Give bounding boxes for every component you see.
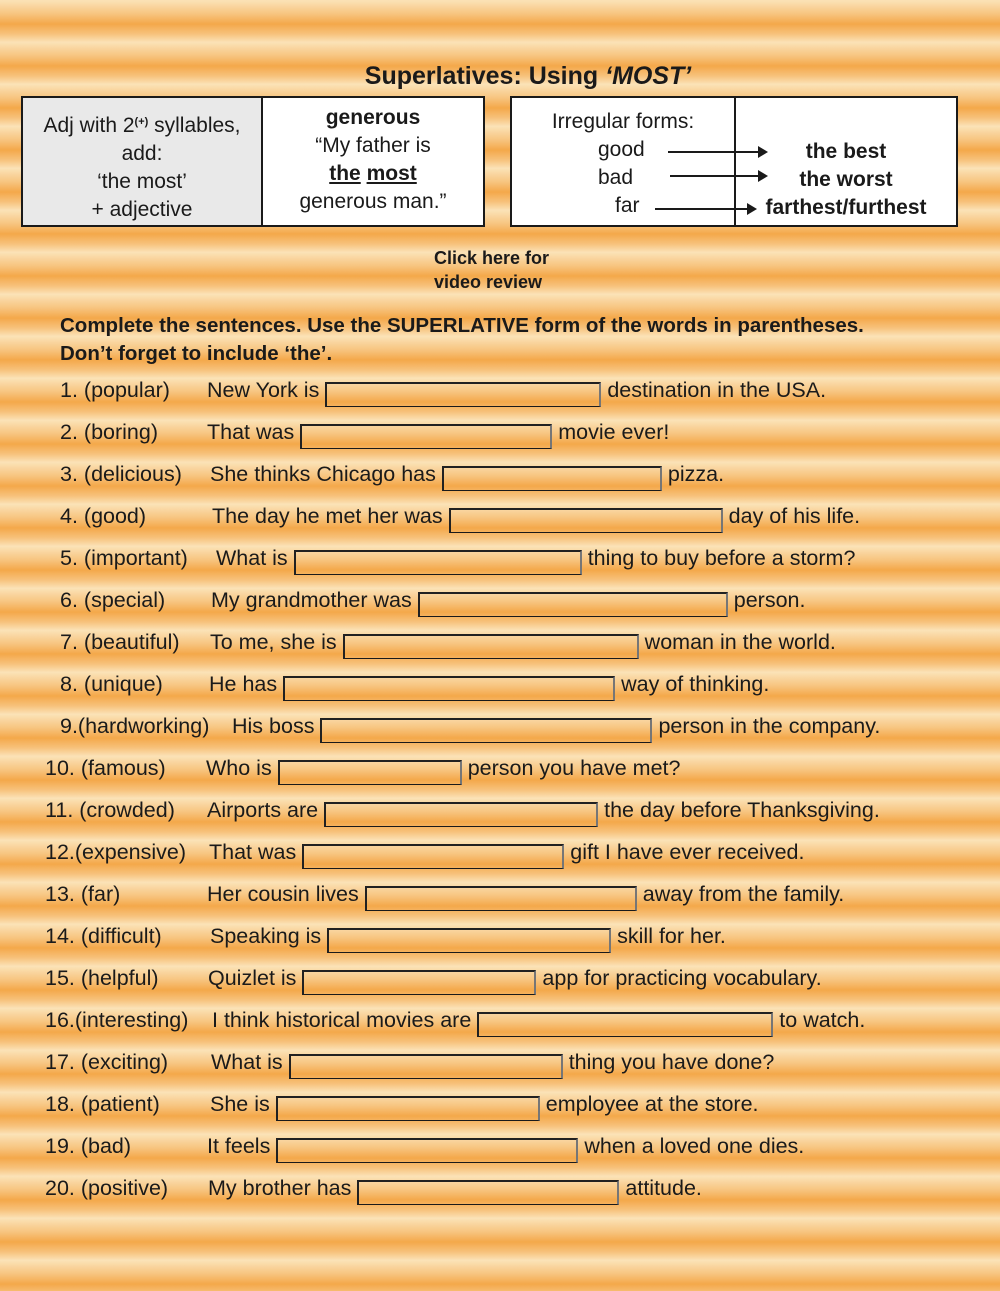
example-the-most: the most bbox=[329, 162, 417, 185]
irregular-superlative-box bbox=[734, 96, 958, 227]
answer-input-16[interactable] bbox=[477, 1012, 773, 1037]
answer-input-6[interactable] bbox=[418, 592, 728, 617]
answer-input-8[interactable] bbox=[283, 676, 615, 701]
irregular-base-far: far bbox=[615, 194, 640, 217]
answer-input-20[interactable] bbox=[357, 1180, 619, 1205]
answer-input-9[interactable] bbox=[320, 718, 652, 743]
answer-input-3[interactable] bbox=[442, 466, 662, 491]
answer-input-12[interactable] bbox=[302, 844, 564, 869]
example-box bbox=[261, 96, 485, 227]
answer-input-10[interactable] bbox=[278, 760, 462, 785]
irregular-base-good: good bbox=[598, 138, 645, 161]
rule-box bbox=[21, 96, 263, 227]
video-review-link[interactable]: Click here for video review bbox=[434, 248, 550, 292]
answer-input-2[interactable] bbox=[300, 424, 552, 449]
answer-input-14[interactable] bbox=[327, 928, 611, 953]
irregular-sup-worst: the worst bbox=[799, 168, 893, 191]
answer-input-5[interactable] bbox=[294, 550, 582, 575]
answer-input-7[interactable] bbox=[343, 634, 639, 659]
rule-line-2: add: bbox=[121, 142, 163, 165]
instructions-line-2: Don’t forget to include ‘the’. bbox=[60, 342, 333, 365]
answer-input-18[interactable] bbox=[276, 1096, 540, 1121]
irregular-base-bad: bad bbox=[598, 166, 634, 189]
answer-input-17[interactable] bbox=[289, 1054, 563, 1079]
rule-superscript: (+) bbox=[134, 116, 149, 128]
instructions bbox=[60, 312, 960, 368]
instructions-line-1: Complete the sentences. Use the SUPERLATIVE form of the words in parentheses. bbox=[60, 314, 864, 337]
answer-input-13[interactable] bbox=[365, 886, 637, 911]
answer-input-19[interactable] bbox=[276, 1138, 578, 1163]
rule-line-1: Adj with 2(+) syllables, bbox=[43, 114, 241, 137]
page-title bbox=[0, 62, 1000, 91]
title-emphasis: ‘MOST’ bbox=[605, 62, 692, 90]
arrow-far-icon bbox=[655, 208, 755, 210]
rule-line-4: + adjective bbox=[91, 198, 193, 221]
answer-input-4[interactable] bbox=[449, 508, 723, 533]
irregular-sup-farthest: farthest/furthest bbox=[765, 196, 927, 219]
irregular-heading: Irregular forms: bbox=[551, 110, 695, 133]
example-line-4: generous man.” bbox=[299, 190, 447, 213]
example-line-2: “My father is bbox=[315, 134, 431, 157]
answer-input-15[interactable] bbox=[302, 970, 536, 995]
arrow-good-icon bbox=[668, 151, 766, 153]
answer-input-11[interactable] bbox=[324, 802, 598, 827]
example-word: generous bbox=[325, 106, 421, 129]
arrow-bad-icon bbox=[670, 175, 766, 177]
rule-line-3: ‘the most’ bbox=[97, 170, 187, 193]
title-prefix: Superlatives: Using bbox=[364, 62, 606, 90]
answer-input-1[interactable] bbox=[325, 382, 601, 407]
irregular-sup-best: the best bbox=[805, 140, 887, 163]
